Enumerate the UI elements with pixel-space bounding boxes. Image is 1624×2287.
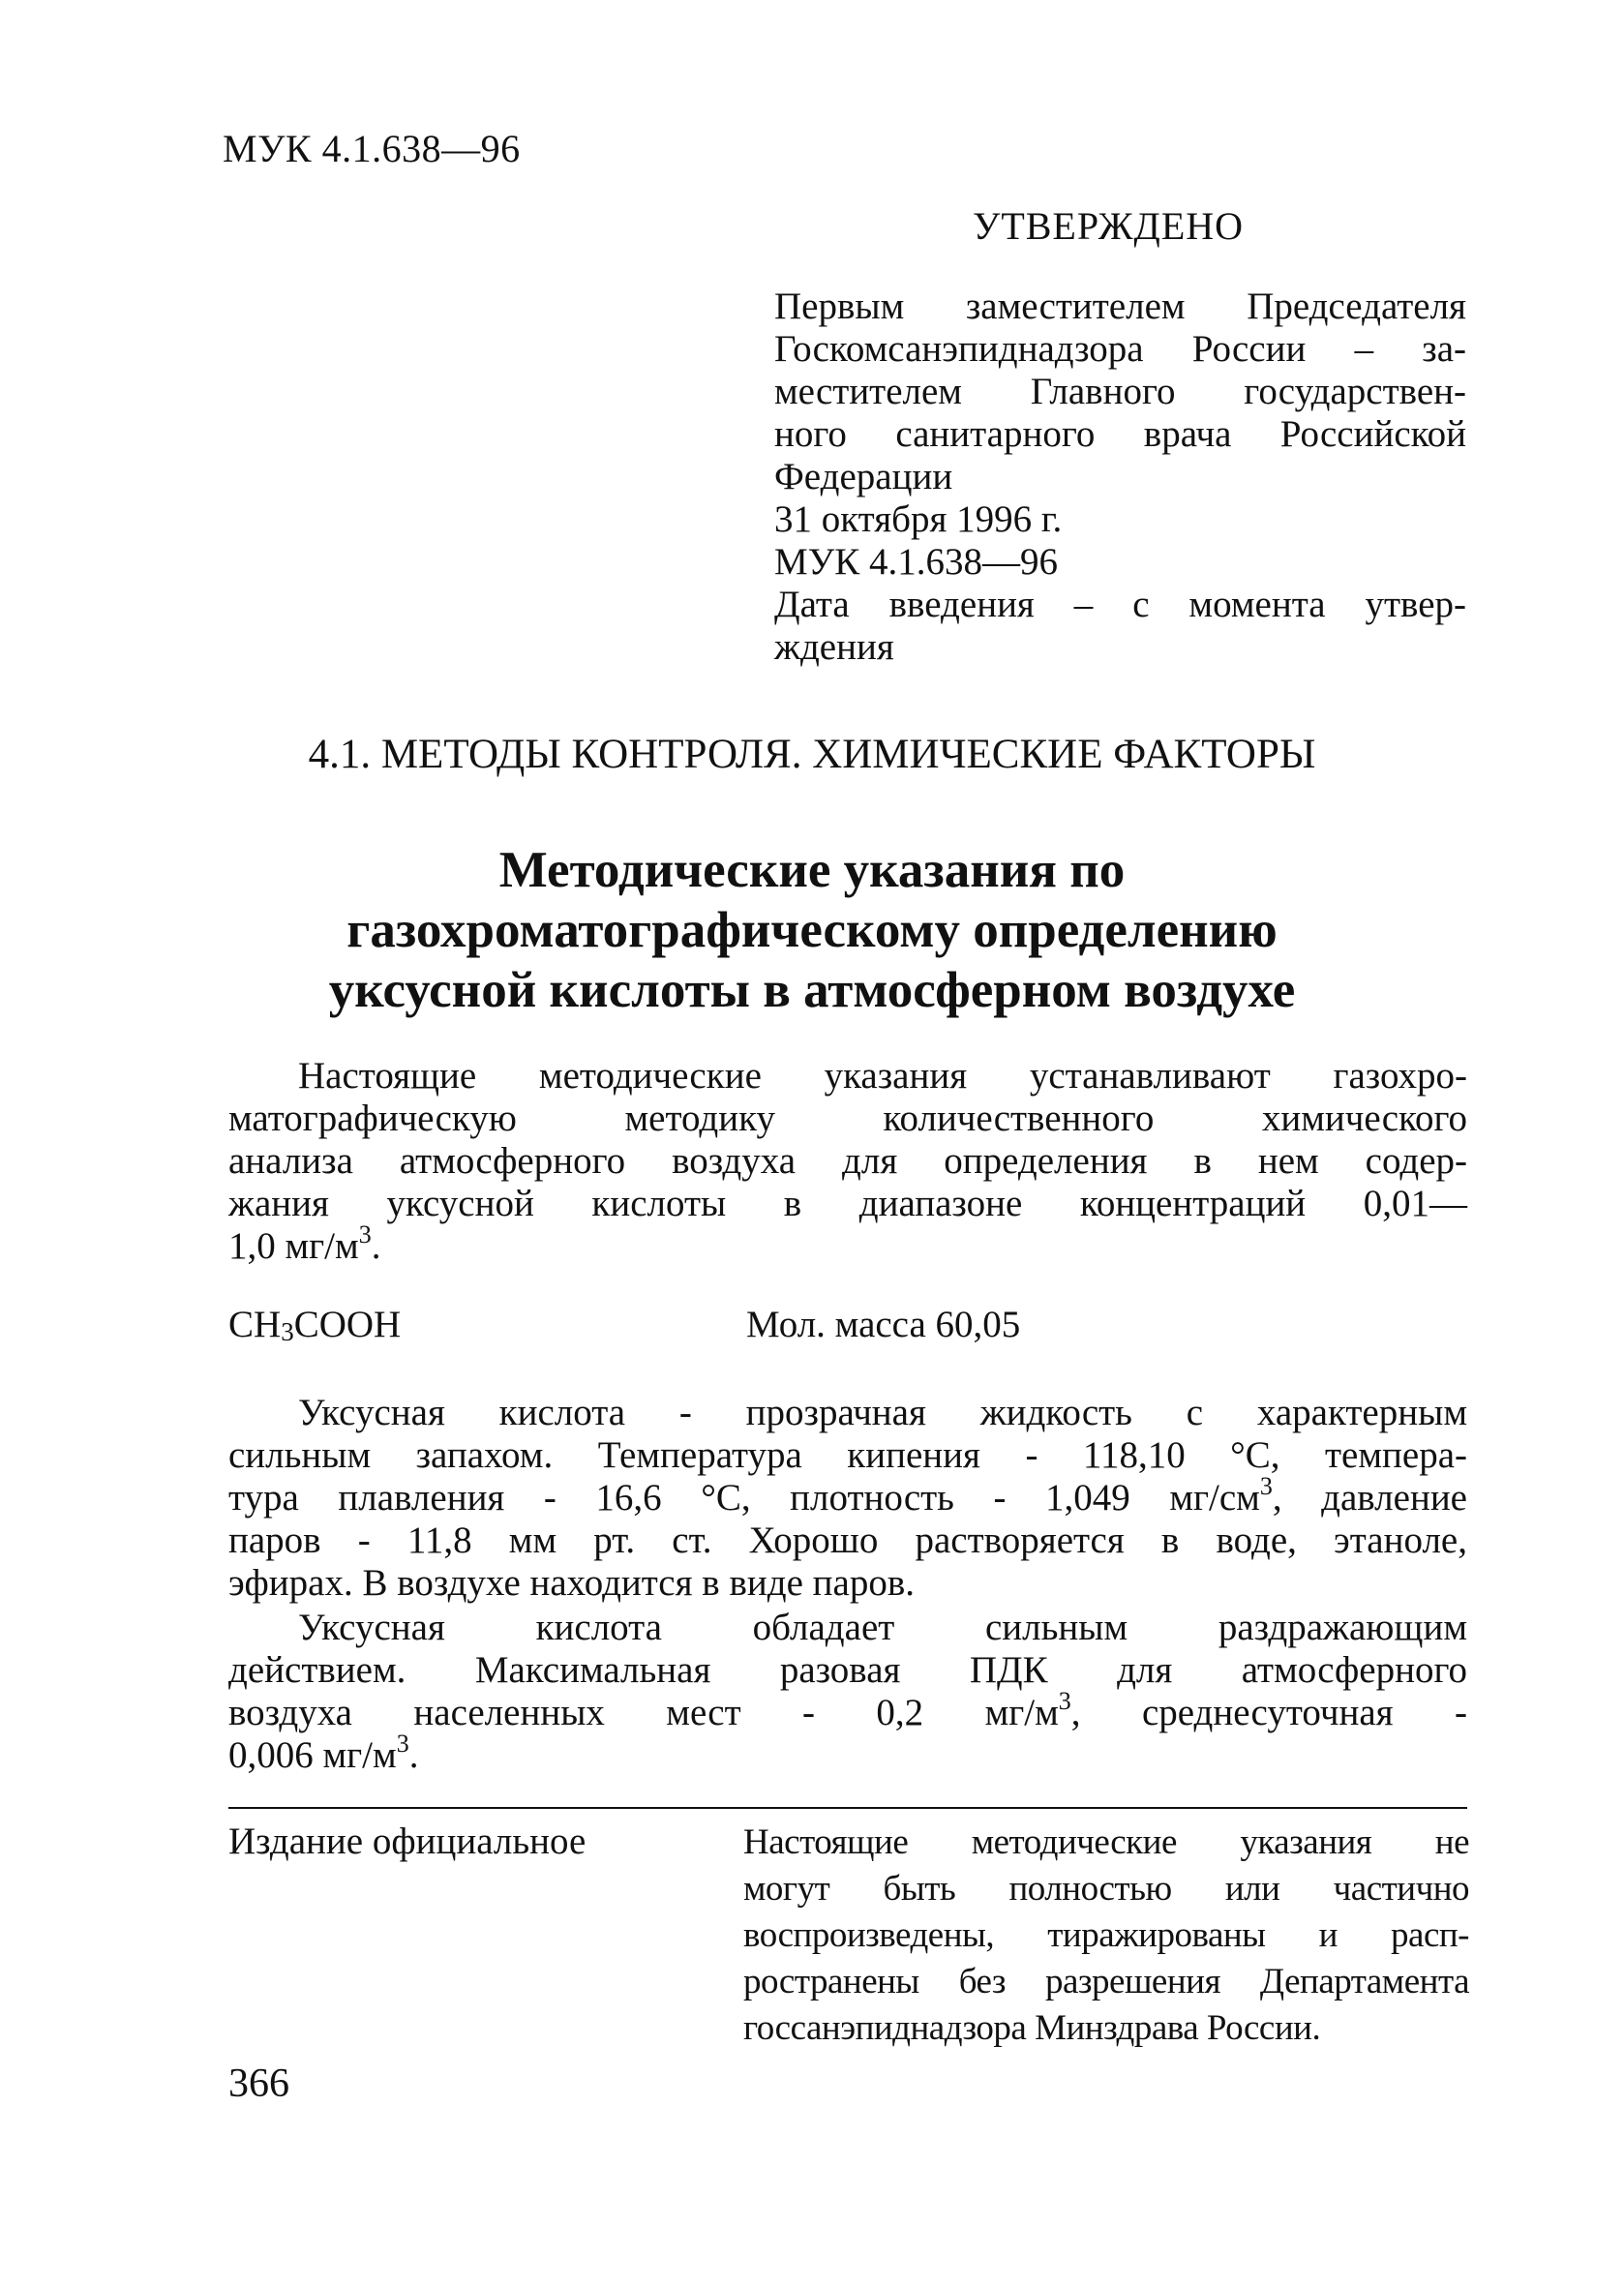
edition-label: Издание официальное <box>228 1821 586 1862</box>
text-line: Уксусная кислота обладает сильным раздражающим <box>298 1607 1467 1648</box>
approval-line: Дата введения – с момента утвер- <box>774 584 1466 625</box>
approval-line: Госкомсанэпиднадзора России – за- <box>774 328 1466 370</box>
approval-block <box>774 286 1466 669</box>
copyright-notice <box>743 1820 1469 2052</box>
notice-line: госсанэпиднадзора Минздрава России. <box>743 2008 1321 2048</box>
text-line <box>228 1687 1467 1734</box>
superscript: 3 <box>1058 1687 1071 1715</box>
text-line <box>228 1220 1467 1268</box>
approval-line: местителем Главного государствен- <box>774 371 1466 412</box>
text-fragment: , давление <box>1272 1477 1467 1519</box>
effects-paragraph <box>228 1607 1467 1777</box>
text-line <box>228 1472 1467 1520</box>
properties-paragraph <box>228 1392 1467 1605</box>
notice-line: Настоящие методические указания не <box>743 1822 1469 1862</box>
approved-label: УТВЕРЖДЕНО <box>973 204 1245 248</box>
text-line: анализа атмосферного воздуха для определения в нем содер- <box>228 1140 1467 1182</box>
page-number: 366 <box>228 2061 289 2106</box>
formula-part: COOH <box>293 1304 402 1345</box>
notice-line: воспроизведены, тиражированы и расп- <box>743 1915 1469 1955</box>
text-fragment: тура плавления - 16,6 °С, плотность - 1,049 мг/см <box>228 1477 1260 1519</box>
footer-rule <box>228 1807 1467 1809</box>
document-code: МУК 4.1.638—96 <box>223 127 521 170</box>
text-fragment: , среднесуточная - <box>1070 1692 1467 1733</box>
approval-code: МУК 4.1.638—96 <box>774 541 1059 583</box>
text-line: жания уксусной кислоты в диапазоне концентраций 0,01— <box>228 1183 1467 1224</box>
section-heading: 4.1. МЕТОДЫ КОНТРОЛЯ. ХИМИЧЕСКИЕ ФАКТОРЫ <box>308 732 1316 777</box>
superscript: 3 <box>1259 1472 1273 1500</box>
intro-paragraph <box>228 1055 1467 1268</box>
text-line: паров - 11,8 мм рт. ст. Хорошо растворяется в воде, этаноле, <box>228 1520 1467 1561</box>
notice-line: могут быть полностью или частично <box>743 1869 1469 1909</box>
title-line: уксусной кислоты в атмосферном воздухе <box>328 962 1296 1018</box>
approval-line: Федерации <box>774 456 953 497</box>
document-title <box>0 840 1624 1020</box>
text-line: Настоящие методические указания устанавливают газохро- <box>298 1055 1467 1097</box>
text-fragment: 0,006 мг/м <box>228 1734 397 1776</box>
notice-line: ространены без разрешения Департамента <box>743 1962 1469 2001</box>
text-line: матографическую методику количественного химического <box>228 1098 1467 1139</box>
text-line: действием. Максимальная разовая ПДК для атмосферного <box>228 1649 1467 1691</box>
approval-line: Первым заместителем Председателя <box>774 286 1466 327</box>
superscript: 3 <box>358 1220 372 1249</box>
formula-subscript: 3 <box>281 1317 294 1346</box>
text-fragment: воздуха населенных мест - 0,2 мг/м <box>228 1692 1059 1733</box>
approval-date: 31 октября 1996 г. <box>774 498 1063 540</box>
approval-line: ждения <box>774 626 894 668</box>
approval-line: ного санитарного врача Российской <box>774 413 1466 455</box>
text-fragment: 1,0 мг/м <box>228 1225 359 1267</box>
formula-part: CH <box>228 1304 282 1345</box>
text-line: эфирах. В воздухе находится в виде паров. <box>228 1562 916 1604</box>
text-fragment: . <box>408 1734 419 1776</box>
text-line: Уксусная кислота - прозрачная жидкость с характерным <box>298 1392 1467 1433</box>
chemical-formula <box>228 1302 401 1355</box>
superscript: 3 <box>396 1730 409 1758</box>
text-line <box>228 1730 1467 1777</box>
title-line: Методические указания по <box>498 842 1126 898</box>
molecular-mass: Мол. масса 60,05 <box>746 1304 1021 1345</box>
text-line: сильным запахом. Температура кипения - 118,10 °С, темпера- <box>228 1434 1467 1476</box>
title-line: газохроматографическому определению <box>346 902 1278 958</box>
text-fragment: . <box>371 1225 381 1267</box>
